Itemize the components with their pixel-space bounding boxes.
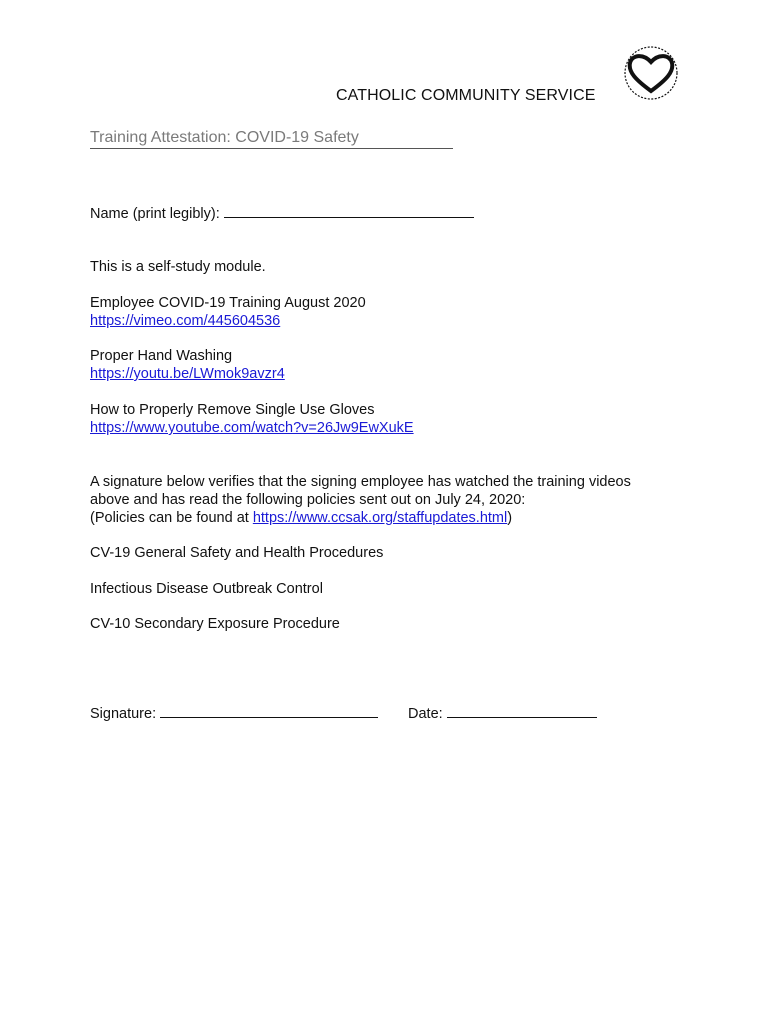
- signature-label: Signature:: [90, 706, 157, 722]
- policy-item: CV-19 General Safety and Health Procedures: [90, 545, 384, 561]
- policies-prefix: (Policies can be found at: [90, 510, 253, 526]
- signature-blank-line[interactable]: [160, 704, 378, 718]
- name-blank-line[interactable]: [224, 204, 474, 218]
- video-link[interactable]: https://youtu.be/LWmok9avzr4: [90, 366, 285, 382]
- video-link[interactable]: https://www.youtube.com/watch?v=26Jw9EwXukE: [90, 420, 414, 436]
- attestation-text-line: above and has read the following policies sent out on July 24, 2020:: [90, 492, 526, 508]
- organization-title: CATHOLIC COMMUNITY SERVICE: [336, 87, 596, 104]
- date-field-row: [408, 704, 597, 723]
- signature-field-row: [90, 704, 378, 723]
- intro-text: This is a self-study module.: [90, 259, 266, 275]
- policies-location-line: [90, 509, 512, 527]
- document-title: Training Attestation: COVID-19 Safety: [90, 129, 359, 146]
- policies-link[interactable]: https://www.ccsak.org/staffupdates.html: [252, 510, 508, 526]
- date-blank-line[interactable]: [447, 704, 597, 718]
- policy-item: CV-10 Secondary Exposure Procedure: [90, 616, 340, 632]
- date-label: Date:: [408, 706, 443, 722]
- heart-in-circle-logo-icon: [622, 44, 680, 102]
- video-title: Employee COVID-19 Training August 2020: [90, 295, 366, 311]
- video-title: Proper Hand Washing: [90, 348, 233, 364]
- title-underline: [90, 148, 453, 149]
- name-label: Name (print legibly):: [90, 206, 220, 222]
- attestation-text-line: A signature below verifies that the signing employee has watched the training videos: [90, 474, 631, 490]
- video-link[interactable]: https://vimeo.com/445604536: [90, 313, 281, 329]
- name-field-row: [90, 204, 474, 223]
- policy-item: Infectious Disease Outbreak Control: [90, 581, 323, 597]
- video-title: How to Properly Remove Single Use Gloves: [90, 402, 375, 418]
- policies-suffix: ): [507, 510, 513, 526]
